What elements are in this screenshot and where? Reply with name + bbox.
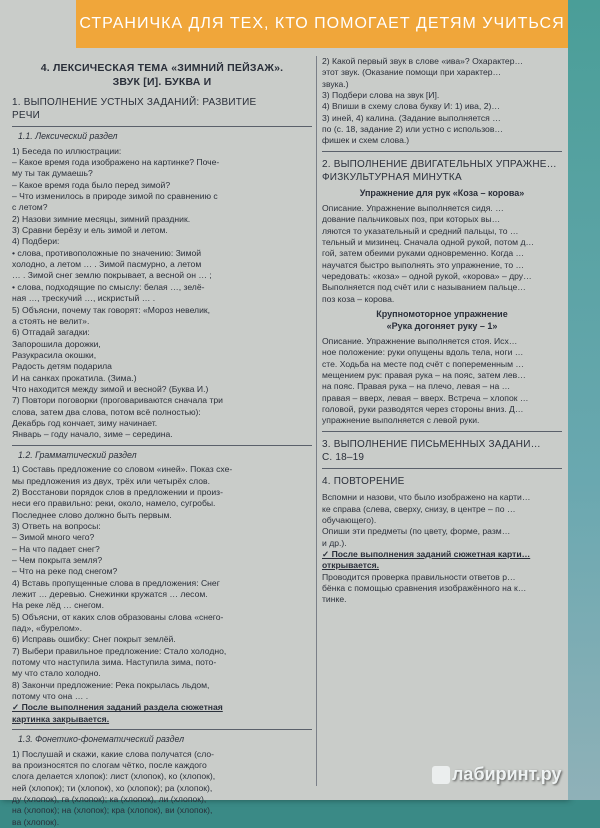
illustration-strip: [568, 0, 600, 800]
text-line: – Зимой много чего?: [12, 532, 95, 543]
text-line: холодно, а летом … . Зимой пасмурно, а летом: [12, 259, 202, 270]
text-line: 7) Повтори поговорки (проговариваются сначала три: [12, 395, 223, 406]
text-line: 7) Выбери правильное предложение: Стало холодно,: [12, 645, 227, 656]
text-line: а стоять не велит».: [12, 315, 90, 326]
text-line: пад», «бурелом».: [12, 623, 82, 634]
text-line: – Какое время года изображено на картинке? Поче-: [12, 157, 220, 168]
lexical-tasks: [12, 146, 312, 441]
text-line: и др.).: [322, 537, 347, 548]
exercise-title-line: Крупномоторное упражнение: [376, 309, 508, 320]
text-line: научатся быстро выполнять это упражнение, то …: [322, 259, 525, 270]
text-line: 4) Подбери:: [12, 236, 60, 247]
text-line: му ты так думаешь?: [12, 168, 93, 179]
text-line: 3) Подбери слова на звук [И].: [322, 90, 440, 101]
phonetic-tasks-cont: [322, 56, 562, 147]
text-line: слога делается хлопок): лист (хлопок), ко (хлопок),: [12, 771, 216, 782]
text-line: с летом?: [12, 202, 48, 213]
watermark-logo-icon: [432, 766, 450, 784]
text-line: Что находится между зимой и весной? (Буква И.): [12, 383, 209, 394]
text-line: ду (хлопок), га (хлопок); ка (хлопок), ли (хлопок),: [12, 794, 207, 805]
exercise-title-2: [322, 309, 562, 333]
section-heading-line: 2. ВЫПОЛНЕНИЕ ДВИГАТЕЛЬНЫХ УПРАЖНЕ…: [322, 158, 557, 170]
text-line: 2) Назови зимние месяцы, зимний праздник.: [12, 213, 191, 224]
text-line: Опиши эти предметы (по цвету, форме, разм…: [322, 526, 511, 537]
text-line: головой, руки разводятся через стороны вниз. Д…: [322, 403, 524, 414]
text-line: чередовать: «коза» – одной рукой, «корова» – дру…: [322, 271, 532, 282]
text-line: На реке лёд … снегом.: [12, 600, 104, 611]
lesson-title-line: ЗВУК [И]. БУКВА И: [112, 75, 212, 88]
text-line: 5) Объясни, почему так говорят: «Мороз невелик,: [12, 304, 211, 315]
text-line: звука.): [322, 78, 349, 89]
rule: [12, 126, 312, 127]
lesson-title: [12, 62, 312, 90]
exercise-1-text: [322, 203, 562, 305]
text-line: этот звук. (Оказание помощи при характер…: [322, 67, 502, 78]
text-line: 3) иней, 4) калина. (Задание выполняется …: [322, 112, 501, 123]
text-line: му что стало холодно.: [12, 668, 101, 679]
text-line: ляются то указательный и средний пальцы, то …: [322, 225, 519, 236]
left-column: [12, 56, 312, 828]
subsection-heading: 1.2. Грамматический раздел: [18, 449, 137, 460]
text-line: Описание. Упражнение выполняется стоя. Исх…: [322, 335, 518, 346]
text-line: фишек и схем слова.): [322, 135, 410, 146]
check-note-line: ✓ После выполнения заданий раздела сюжетная: [12, 702, 223, 713]
text-line: сте. Ходьба на месте под счёт с попеременным …: [322, 358, 524, 369]
text-line: • слова, подходящие по смыслу: белая …, зелё-: [12, 281, 205, 292]
exercise-title: Упражнение для рук «Коза – корова»: [359, 188, 525, 199]
text-line: – Чем покрыта земля?: [12, 555, 103, 565]
exercise-2-text: [322, 336, 562, 427]
text-line: 1) Беседа по иллюстрации:: [12, 145, 122, 156]
text-line: 3) Сравни берёзу и ель зимой и летом.: [12, 225, 168, 236]
text-line: тельный и мизинец. Сначала одной рукой, потом д…: [322, 237, 535, 248]
right-column: [322, 56, 562, 606]
text-line: – Что на реке под снегом?: [12, 566, 118, 577]
text-line: лежит … деревью. Снежинки кружатся … лесом.: [12, 589, 208, 600]
text-line: 1) Составь предложение со словом «иней». Показ схе-: [12, 464, 233, 475]
rule: [322, 151, 562, 152]
text-line: 5) Объясни, от каких слов образованы слова «снего-: [12, 611, 224, 622]
section-heading-line: С. 18–19: [322, 451, 365, 463]
text-line: – Какое время года было перед зимой?: [12, 179, 171, 190]
watermark: лабиринт.ру: [452, 764, 562, 784]
text-line: 2) Восстанови порядок слов в предложении и произ-: [12, 486, 223, 497]
text-line: 6) Исправь ошибку: Снег покрыт землёй.: [12, 634, 176, 645]
text-line: 1) Послушай и скажи, какие слова получатся (сло-: [12, 748, 214, 759]
repetition-text: [322, 492, 562, 549]
text-line: неси его правильно: реки, около, намело, сугробы.: [12, 498, 216, 509]
text-line: … . Зимой снег землю покрывает, а весной он … ;: [12, 270, 212, 281]
text-line: 4) Вставь пропущенные слова в предложения: Снег: [12, 577, 220, 588]
text-line: 3) Ответь на вопросы:: [12, 520, 101, 531]
section-heading-4: 4. ПОВТОРЕНИЕ: [322, 475, 405, 487]
text-line: Вспомни и назови, что было изображено на карти…: [322, 492, 531, 503]
rule: [12, 445, 312, 446]
text-line: поз коза – корова.: [322, 293, 395, 304]
section-heading-3: [322, 438, 562, 464]
text-line: Выполняется под счёт или с называнием пальце…: [322, 282, 526, 293]
text-line: – На что падает снег?: [12, 543, 100, 554]
check-note-line: ✓ После выполнения заданий сюжетная карти…: [322, 548, 531, 559]
check-note: [12, 702, 312, 725]
text-line: ва (хлопок).: [12, 816, 60, 827]
subsection-heading: 1.1. Лексический раздел: [18, 131, 118, 142]
text-line: мещением рук: правая рука – на пояс, затем лев…: [322, 369, 526, 380]
text-line: Запорошила дорожки,: [12, 338, 101, 349]
phonetic-tasks: [12, 749, 312, 828]
page-banner: СТРАНИЧКА ДЛЯ ТЕХ, КТО ПОМОГАЕТ ДЕТЯМ УЧИТЬСЯ: [76, 0, 568, 48]
section-heading-line: 1. ВЫПОЛНЕНИЕ УСТНЫХ ЗАДАНИЙ: РАЗВИТИЕ: [12, 96, 257, 108]
section-heading-line: ФИЗКУЛЬТУРНАЯ МИНУТКА: [322, 171, 462, 183]
final-text: [322, 572, 562, 606]
subsection-heading: 1.3. Фонетико-фонематический раздел: [18, 734, 185, 745]
text-line: ней (хлопок); ти (хлопок), хо (хлопок); ра (хлопок),: [12, 782, 213, 793]
text-line: слова, затем два слова, потом всё полностью):: [12, 406, 201, 417]
text-line: упражнение выполняется с левой руки.: [322, 415, 480, 426]
text-line: на пояс. Правая рука – на плечо, левая – на …: [322, 381, 511, 392]
exercise-title-line: «Рука догоняет руку – 1»: [386, 320, 498, 331]
section-heading-1: [12, 96, 312, 122]
text-line: обучающего).: [322, 514, 377, 525]
text-line: Последнее слово должно быть первым.: [12, 509, 172, 520]
text-line: тинке.: [322, 594, 347, 605]
section-heading-2: [322, 158, 562, 184]
text-line: Радость детям подарила: [12, 361, 112, 372]
text-line: бёнка с помощью сравнения изображённого на к…: [322, 582, 527, 593]
text-line: И на санках прокатила. (Зима.): [12, 372, 137, 383]
text-line: ке справа (слева, сверху, снизу, в центре – по …: [322, 503, 516, 514]
text-line: потому что она … .: [12, 691, 89, 702]
text-line: ное положение: руки опущены вдоль тела, ноги …: [322, 347, 524, 358]
text-line: 8) Закончи предложение: Река покрылась льдом,: [12, 679, 210, 690]
text-line: Описание. Упражнение выполняется сидя. …: [322, 203, 504, 213]
text-line: ная …, трескучий …, искристый … .: [12, 293, 156, 304]
text-line: 2) Какой первый звук в слове «ива»? Охарактер…: [322, 56, 524, 66]
text-line: ва произносятся по слогам чётко, после каждого: [12, 760, 207, 771]
text-line: потому что наступила зима. Наступила зима, пото-: [12, 657, 217, 668]
text-line: Разукрасила окошки,: [12, 349, 97, 360]
grammar-tasks: [12, 464, 312, 702]
section-heading-line: РЕЧИ: [12, 109, 40, 121]
text-line: правая – вверх, левая – вверх. Встреча – хлопок …: [322, 392, 529, 403]
text-line: по (с. 18, задание 2) или устно с использов…: [322, 124, 503, 135]
text-line: гой, затем обеими руками одновременно. Когда …: [322, 248, 525, 259]
check-note-line: открывается.: [322, 560, 380, 571]
text-line: мы предложения из двух, трёх или четырёх слов.: [12, 475, 210, 486]
rule: [12, 729, 312, 730]
text-line: Январь – году начало, зиме – середина.: [12, 429, 173, 440]
column-divider: [316, 56, 317, 786]
rule: [322, 431, 562, 432]
text-line: 4) Впиши в схему слова букву И: 1) ива, 2)…: [322, 101, 500, 112]
check-note-line: картинка закрывается.: [12, 713, 110, 724]
text-line: Проводится проверка правильности ответов р…: [322, 571, 516, 582]
text-line: Декабрь год кончает, зиму начинает.: [12, 417, 158, 428]
text-line: на (хлопок); на (хлопок); кра (хлопок), ви (хлопок),: [12, 805, 213, 816]
check-note: [322, 549, 562, 572]
lesson-title-line: 4. ЛЕКСИЧЕСКАЯ ТЕМА «ЗИМНИЙ ПЕЙЗАЖ».: [40, 62, 284, 74]
rule: [322, 468, 562, 469]
text-line: 6) Отгадай загадки:: [12, 327, 90, 338]
text-line: – Что изменилось в природе зимой по сравнению с: [12, 191, 218, 202]
text-line: • слова, противоположные по значению: Зимой: [12, 247, 202, 258]
text-line: дование пальчиковых поз, при которых вы…: [322, 214, 501, 225]
section-heading-line: 3. ВЫПОЛНЕНИЕ ПИСЬМЕННЫХ ЗАДАНИ…: [322, 438, 541, 450]
